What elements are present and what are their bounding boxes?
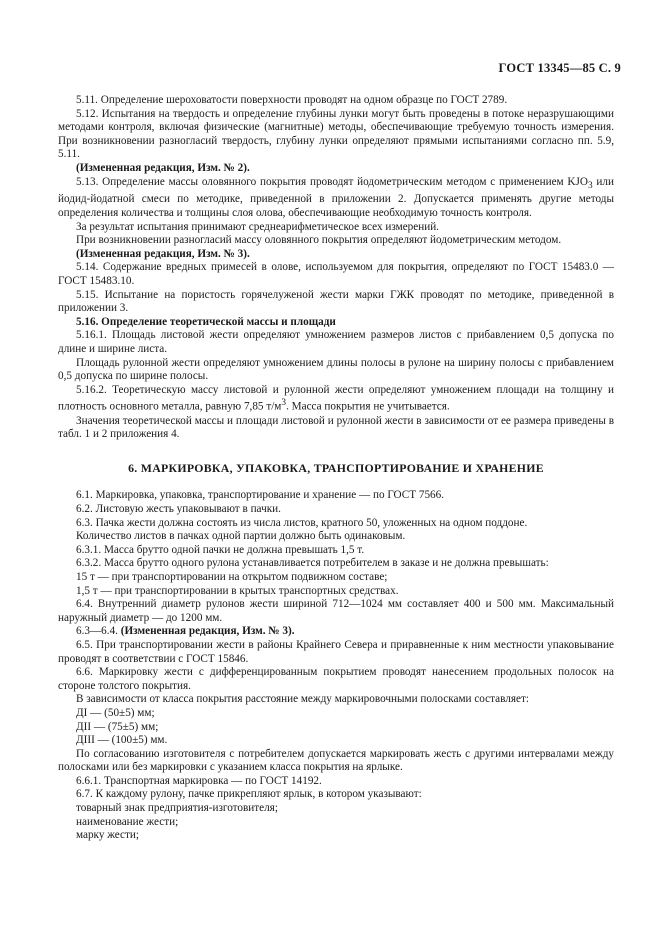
- paragraph-5-13: 5.13. Определение массы оловянного покрытия проводят йодометрическим методом с применением $KJO_3$ или йодид-йодатной смеси по методике, приведенной в приложении 2. Допускается применять другие методы определения количества и толщины слоя олова, обеспечивающие необходимую точность контроля.: [58, 175, 614, 219]
- list-item: ДI — (50±5) мм;: [76, 706, 155, 719]
- paragraph: 6.6.1. Транспортная маркировка — по ГОСТ 14192.: [76, 774, 322, 787]
- paragraph: Количество листов в пачках одной партии должно быть одинаковым.: [76, 530, 406, 543]
- paragraph: 5.14. Содержание вредных примесей в олове, используемом для покрытия, определяют по ГОСТ 15483.0 — ГОСТ 15483.10.: [58, 261, 614, 287]
- list-item: ДII — (75±5) мм;: [76, 720, 159, 733]
- paragraph: 5.11. Определение шероховатости поверхности проводят на одном образце по ГОСТ 2789.: [76, 94, 508, 106]
- list-item: ДIII — (100±5) мм.: [76, 734, 168, 747]
- paragraph: 5.16.1. Площадь листовой жести определяют умножением размеров листов с прибавлением 0,5 допуска по длине и ширине листа.: [58, 329, 614, 355]
- paragraph: Значения теоретической массы и площади листовой и рулонной жести в зависимости от ее размера приведены в табл. 1 и 2 приложения 4.: [58, 414, 614, 441]
- paragraph: 6.6. Маркировку жести с дифференцированным покрытием проводят нанесением продольных полосок на стороне толстого покрытия.: [58, 666, 614, 692]
- paragraph: 6.5. При транспортировании жести в районы Крайнего Севера и приравненные к ним местности упаковывание проводят в соответствии с ГОСТ 15846.: [58, 638, 614, 665]
- amendment-note: (Измененная редакция, Изм. № 3).: [76, 247, 250, 260]
- subsection-heading: 5.16. Определение теоретической массы и площади: [76, 315, 336, 328]
- paragraph: 6.7. К каждому рулону, пачке прикрепляют ярлык, в котором указывают:: [76, 788, 422, 801]
- list-item: товарный знак предприятия-изготовителя;: [76, 802, 278, 815]
- section-title: 6. МАРКИРОВКА, УПАКОВКА, ТРАНСПОРТИРОВАНИЕ И ХРАНЕНИЕ: [128, 460, 544, 475]
- paragraph: По согласованию изготовителя с потребителем допускается маркировать жесть с другими интервалами между полосками или без маркировки с указанием класса покрытия на ярлыке.: [58, 747, 614, 774]
- list-item: 1,5 т — при транспортировании в крытых транспортных средствах.: [76, 584, 399, 597]
- paragraph: 6.3. Пачка жести должна состоять из числа листов, кратного 50, уложенных на одном поддоне.: [76, 516, 528, 529]
- amendment-note-6-3-6-4: 6.3—6.4. (Измененная редакция, Изм. № 3).: [76, 625, 295, 638]
- paragraph: 5.12. Испытания на твердость и определение глубины лунки могут быть проведены в потоке неразрушающими методами контроля, включая физические (магнитные) методы, обеспечивающие требуемую точность измерения. При возникновении разногласий твердость, глубину лунки определяют прямыми испытаниями согласно пп. 5.9, 5.11.: [58, 107, 614, 161]
- paragraph: 6.3.2. Масса брутто одного рулона устанавливается потребителем в заказе и не должна превышать:: [76, 557, 549, 570]
- page-content: [58, 94, 614, 843]
- paragraph: При возникновении разногласий массу оловянного покрытия определяют йодометрическим методом.: [76, 234, 562, 247]
- paragraph: Площадь рулонной жести определяют умножением длины полосы в рулоне на ширину полосы с прибавлением 0,5 допуска по ширине полосы.: [58, 356, 614, 383]
- paragraph-5-16-2: 5.16.2. Теоретическую массу листовой и рулонной жести определяют умножением площади на толщину и плотность основного металла, равную 7,85 $т/м^3$. Масса покрытия не учитывается.: [58, 383, 614, 414]
- paragraph: За результат испытания принимают среднеарифметическое всех измерений.: [76, 220, 439, 233]
- paragraph: 6.4. Внутренний диаметр рулонов жести шириной 712—1024 мм составляет 400 и 500 мм. Максимальный наружный диаметр — до 1200 мм.: [58, 598, 614, 624]
- paragraph: 6.2. Листовую жесть упаковывают в пачки.: [76, 503, 281, 515]
- paragraph: 6.3.1. Масса брутто одной пачки не должна превышать 1,5 т.: [76, 543, 365, 556]
- page-header: ГОСТ 13345—85 С. 9: [498, 61, 621, 75]
- paragraph: 6.1. Маркировка, упаковка, транспортирование и хранение — по ГОСТ 7566.: [76, 489, 445, 502]
- amendment-note: (Измененная редакция, Изм. № 2).: [76, 161, 250, 174]
- paragraph: В зависимости от класса покрытия расстояние между маркировочными полосками составляет:: [76, 693, 529, 706]
- list-item: наименование жести;: [76, 815, 179, 828]
- list-item: марку жести;: [76, 829, 140, 842]
- paragraph: 5.15. Испытание на пористость горячелуженой жести марки ГЖК проводят по методике, приведенной в приложении 3.: [58, 288, 614, 315]
- list-item: 15 т — при транспортировании на открытом подвижном составе;: [76, 570, 388, 583]
